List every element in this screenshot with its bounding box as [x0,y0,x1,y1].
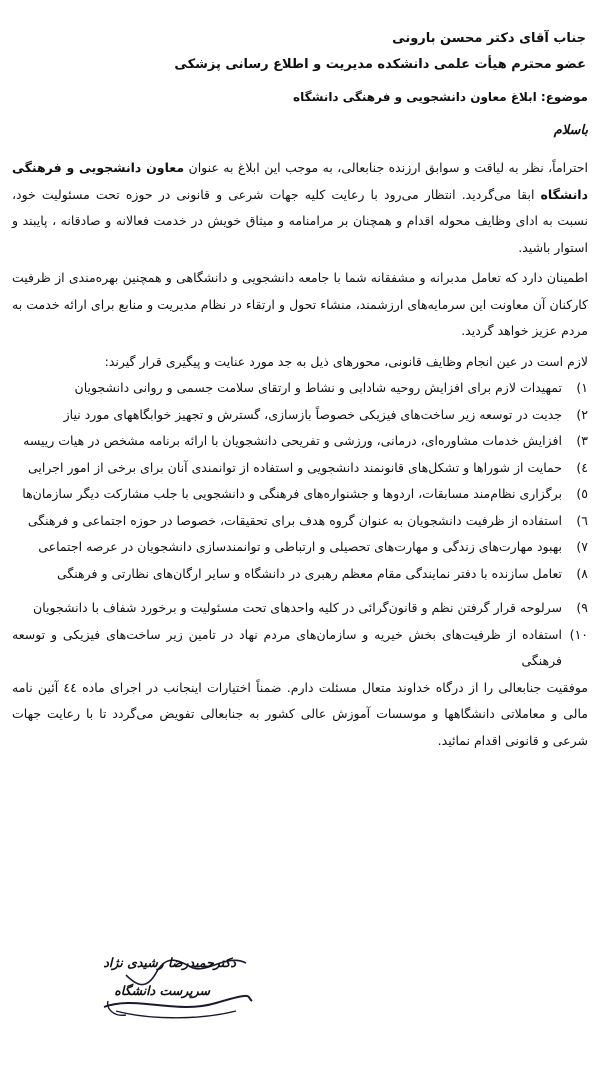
signature-block [96,945,256,1025]
appointment-text-end: ابقا می‌گردید. انتظار می‌رود با رعایت کلیه جهات شرعی و قانونی در حوزه تحت مسئولیت خود، نسبت به ادای وظایف محوله اقدام و همچنان بر مرامنامه و میثاق خویش در خدمت فعالانه و صادقانه ، پایبند و استوار باشید. [12,186,588,255]
list-item-number: ۸) [576,565,588,581]
list-item-number: ۷) [576,539,588,554]
list-item-number: ٤) [576,459,588,475]
appointment-role: معاون دانشجویی و فرهنگی دانشگاه [12,160,588,202]
duties-list [12,375,588,675]
list-item [12,455,588,482]
list-item [12,595,588,622]
list-item-number: ۱۰) [569,626,588,642]
list-item-text: جدیت در توسعه زیر ساخت‌های فیزیکی خصوصاً بازسازی، گسترش و تجهیز خوابگاههای مورد نیاز [63,406,562,422]
list-item-number: ٥) [576,486,588,501]
list-item-text: افزایش خدمات مشاوره‌ای، درمانی، ورزشی و تفریحی دانشجویان با ارائه برنامه مشخص در هیات رییسه [23,433,562,448]
paragraph-appointment [12,155,588,261]
list-item [12,402,588,429]
letter-body [12,155,588,758]
list-item-text: تعامل سازنده با دفتر نمایندگی مقام معظم رهبری در دانشگاه و سایر ارگان‌های نظارتی و فرهنگی [56,565,562,581]
list-item-text: استفاده از ظرفیت‌های بخش خیریه و سازمان‌های مردم نهاد در تامین زیر ساخت‌های فیزیکی و توسعه فرهنگی [12,626,562,668]
list-item [12,428,588,455]
list-item [12,508,588,535]
list-item [12,534,588,561]
list-item-number: ۳) [576,433,588,448]
list-item-text: حمایت از شوراها و تشکل‌های قانونمند دانشجویی و استفاده از توانمندی آنان برای برخی از امور اجرایی [28,459,562,475]
list-item-text: تمهیدات لازم برای افزایش روحیه شادابی و نشاط و ارتقای سلامت جسمی و روانی دانشجویان [74,380,562,395]
list-item-text: استفاده از ظرفیت دانشجویان به عنوان گروه هدف برای تحقیقات، خصوصا در حوزه اجتماعی و فرهنگی [27,512,562,528]
paragraph-closing: موفقیت جنابعالی را از درگاه خداوند متعال مسئلت دارم. ضمناً اختیارات اینجانب در اجرای ماده ٤٤ آئین نامه مالی و معاملاتی دانشگاهها و موسسات آموزش عالی کشور به جنابعالی تفویض می‌گردد تا با رعایت جهات شرعی و قانونی اقدام نمائید. [12,679,589,748]
addressee-name: جناب آقای دکتر محسن بارونی [392,31,586,46]
paragraph-duties-intro: لازم است در عین انجام وظایف قانونی، محورهای ذیل به جد مورد عنایت و پیگیری قرار گیرند: [104,353,588,369]
appointment-text-start: احتراماً، نظر به لیاقت و سوابق ارزنده جنابعالی، به موجب این ابلاغ به عنوان [184,160,588,175]
list-item-number: ۱) [576,380,588,395]
letter-subject: موضوع: ابلاغ معاون دانشجویی و فرهنگی دانشگاه [293,90,588,104]
paragraph-confidence: اطمینان دارد که تعامل مدبرانه و مشفقانه شما با جامعه دانشجویی و دانشگاهی و همچنین بهره‌مندی از ظرفیت کارکنان آن معاونت این سرمایه‌های ارزشمند، منشاء تحول و ارتقاء در نظام مدیریت و منابع برای ارائه خدمت به مردم عزیز خواهد گردید. [12,270,588,338]
letter-greeting: باسلام [553,123,588,138]
list-item [12,622,588,675]
list-item-text: سرلوحه قرار گرفتن نظم و قانون‌گرائی در کلیه واحدهای تحت مسئولیت و برخورد شفاف با دانشجویان [33,600,562,615]
list-item [12,561,588,588]
list-item-text: بهبود مهارت‌های زندگی و مهارت‌های تحصیلی و ارتباطی و توانمندسازی دانشجویان در عرصه اجتماعی [38,539,562,554]
addressee-block [174,26,586,78]
list-item [12,481,588,508]
list-item-text: برگزاری نظام‌مند مسابقات، اردوها و جشنواره‌های فرهنگی و دانشجویی با جلب مشارکت دیگر سازمان‌ها [22,486,562,501]
addressee-position: عضو محترم هیأت علمی دانشکده مدیریت و اطلاع رسانی پزشکی [174,57,586,72]
signature-title: سرپرست دانشگاه [114,983,210,998]
signature-name: دکترحمیدرضا رشیدی نژاد [103,955,236,970]
list-item-number: ۹) [576,600,588,615]
list-item [12,375,588,402]
list-item-number: ۲) [576,406,588,422]
list-item-number: ٦) [576,512,588,528]
